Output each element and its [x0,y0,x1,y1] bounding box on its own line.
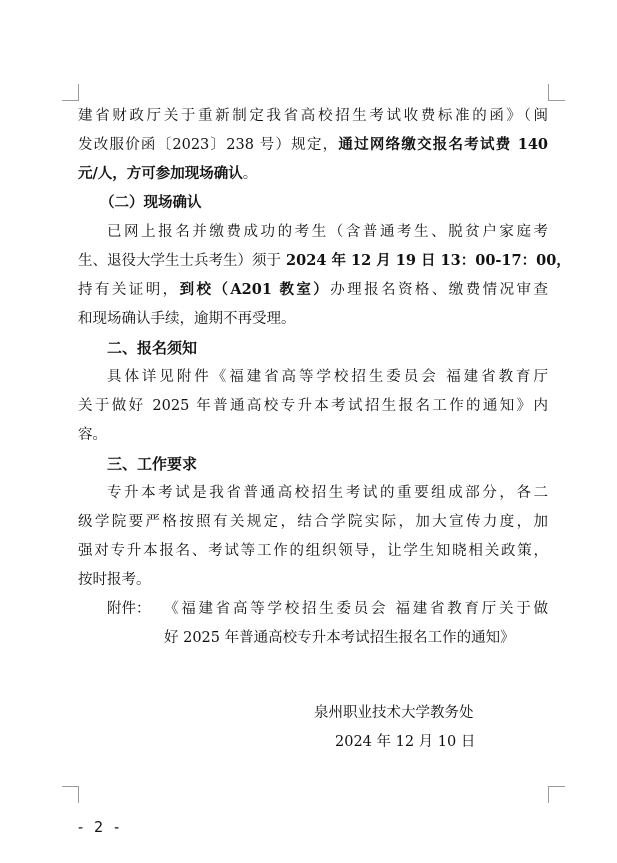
para1-fee-text-cont: 元/人，方可参加现场确认 [78,165,243,182]
signature-org: 泉州职业技术大学教务处 [314,705,474,721]
para2-line2-text: 生、退役大学生士兵考生）须于 [78,253,281,269]
page-number: - 2 - [76,818,122,836]
attachment-line1: 《福建省高等学校招生委员会 福建省教育厅关于做 [164,601,548,617]
para3-line3: 容。 [78,427,107,443]
para1-line2-text: 发改服价函〔2023〕238 号）规定， [78,137,339,153]
para4-line1: 专升本考试是我省普通高校招生考试的重要组成部分，各二 [107,485,548,501]
para1-fee-text: 通过网络缴交报名考试费 140 [338,136,548,153]
para2-line4: 和现场确认手续，逾期不再受理。 [78,311,296,327]
para2-line1: 已网上报名并缴费成功的考生（含普通考生、脱贫户家庭考 [107,224,548,240]
para4-line3: 强对专升本报名、考试等工作的组织领导，让学生知晓相关政策， [78,543,548,559]
para2-line3-a: 持有关证明， [78,282,180,298]
section-onsite-heading: （二）现场确认 [100,194,202,211]
para2-line3 [78,277,548,303]
para4-line4: 按时报考。 [78,572,151,588]
crop-mark-top-right [548,84,565,101]
para1-line3 [78,161,257,187]
para1-line3-end: 。 [242,166,258,182]
attachment-label: 附件： [107,601,151,617]
para2-location: 到校（A201 教室） [179,281,331,298]
para2-line2 [78,248,571,274]
section-heading-2: 二、报名须知 [107,339,198,357]
para2-datetime: 2024 年 12 月 19 日 13：00-17：00， [281,252,571,269]
para1-line1: 建省财政厅关于重新制定我省高校招生考试收费标准的函》（闽 [78,108,548,124]
crop-mark-top-left [62,84,79,101]
para3-line2: 关于做好 2025 年普通高校专升本考试招生报名工作的通知》内 [78,398,548,414]
section-heading-3: 三、工作要求 [107,455,198,473]
para3-line1: 具体详见附件《福建省高等学校招生委员会 福建省教育厅 [107,369,548,385]
signature-date: 2024 年 12 月 10 日 [335,734,476,750]
crop-mark-bottom-right [548,786,565,803]
para4-line2: 级学院要严格按照有关规定，结合学院实际，加大宣传力度，加 [78,514,548,530]
attachment-line2: 好 2025 年普通高校专升本考试招生报名工作的通知》 [164,630,515,646]
para1-line2 [78,132,548,158]
crop-mark-bottom-left [62,786,79,803]
para2-line3-c: 办理报名资格、缴费情况审查 [330,282,548,298]
